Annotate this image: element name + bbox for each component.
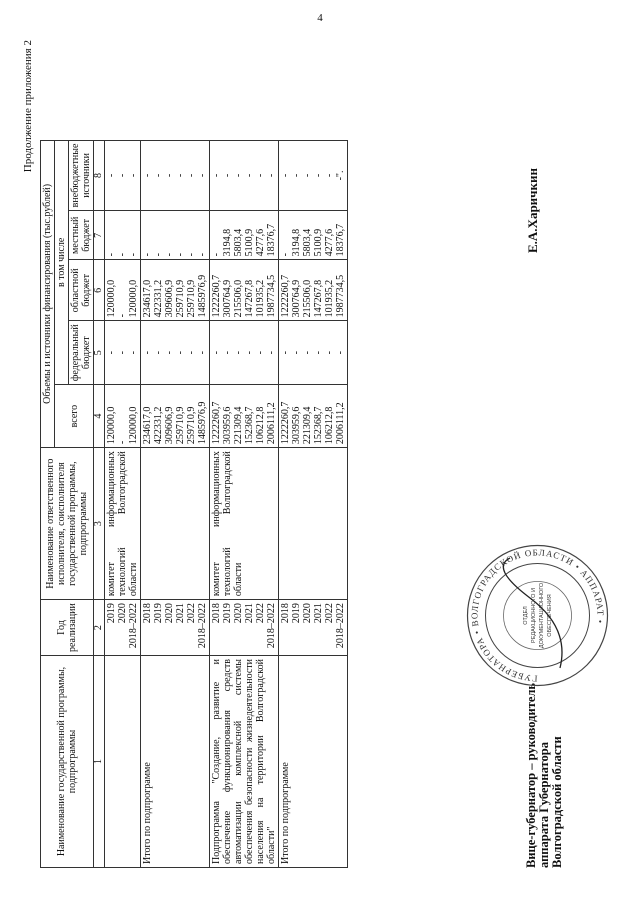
cell-value: 221309,4 [233, 406, 244, 445]
header-total: всего [55, 385, 94, 448]
executor-text: комитет информационных технологий Волгоградской области [211, 451, 244, 597]
table-row [105, 140, 141, 867]
cell-value: 2018–2022 [128, 603, 139, 649]
cell-value: 2018–2022 [335, 603, 346, 649]
cell-value: - [313, 351, 324, 355]
table-row [141, 140, 210, 867]
cell-value: 2018–2022 [197, 603, 208, 649]
cell-value: 422331,2 [153, 406, 164, 445]
cell-value: - [164, 173, 175, 178]
cell-value: - [142, 351, 153, 355]
continuation-label: Продолжение приложения 2 [22, 40, 34, 173]
program-name-cell [105, 656, 141, 868]
cell-value: - [324, 173, 335, 178]
col-number: 7 [94, 211, 105, 260]
col-number: 3 [94, 448, 105, 600]
executor-text: комитет информационных технологий Волгоградской области [106, 451, 139, 597]
cell-value: 2022 [186, 603, 197, 624]
cell-value: 2019 [222, 603, 233, 624]
cell-value: 5803,4 [233, 228, 244, 257]
cell-value: - [117, 351, 128, 355]
header-extrabudget: внебюджетные источники [69, 140, 94, 211]
cell-value: - [255, 351, 266, 355]
cell-value: 120000,0 [128, 279, 139, 318]
cell-value: 1222260,7 [280, 274, 291, 318]
cell-value: 120000,0 [106, 279, 117, 318]
cell-value: 1987734,5 [266, 274, 277, 318]
cell-value: 303959,6 [291, 406, 302, 445]
cell-value: 2020 [164, 603, 175, 624]
cell-value: 2019 [153, 603, 164, 624]
federal-cell [105, 321, 141, 385]
cell-value: - [244, 173, 255, 178]
total-cell [279, 385, 348, 448]
cell-value: 5803,4 [302, 228, 313, 257]
executor-cell [141, 448, 210, 600]
cell-value: 2019 [291, 603, 302, 624]
cell-value: - [335, 351, 346, 355]
signatory-title-line: Вице-губернатор – руководитель [524, 682, 538, 868]
cell-value: - [142, 173, 153, 178]
regional-cell [105, 260, 141, 321]
cell-value: - [244, 351, 255, 355]
cell-value: 1485976,9 [197, 274, 208, 318]
cell-value: 215506,0 [233, 279, 244, 318]
header-funding: Объемы и источники финансирования (тыс.рублей) [41, 140, 55, 448]
cell-value: - [255, 173, 266, 178]
table-row [210, 140, 279, 867]
local-cell [210, 211, 279, 260]
cell-value: 1222260,7 [211, 274, 222, 318]
col-number: 2 [94, 600, 105, 656]
executor-cell [105, 448, 141, 600]
cell-value: 2020 [233, 603, 244, 624]
cell-value: - [175, 252, 186, 257]
cell-value: - [280, 173, 291, 178]
header-federal: федеральный бюджет [69, 321, 94, 385]
total-cell [210, 385, 279, 448]
executor-cell [210, 448, 279, 600]
regional-cell [141, 260, 210, 321]
header-year: Год реализации [41, 600, 94, 656]
program-name-cell [210, 656, 279, 868]
cell-value: - [186, 252, 197, 257]
cell-value: - [128, 173, 139, 178]
cell-value: - [153, 351, 164, 355]
federal-cell [141, 321, 210, 385]
cell-value: - [280, 351, 291, 355]
funding-table [40, 140, 348, 868]
official-stamp-icon [465, 543, 610, 688]
cell-value: 422331,2 [153, 279, 164, 318]
cell-value: - [117, 440, 128, 445]
local-cell [105, 211, 141, 260]
cell-value: 2020 [117, 603, 128, 624]
cell-value: 234617,0 [142, 279, 153, 318]
cell-value: - [222, 351, 233, 355]
program-name-cell [279, 656, 348, 868]
cell-value: - [291, 173, 302, 178]
header-program-name: Наименование государственной программы, подпрограммы [41, 656, 94, 868]
program-name-text: Итого по подпрограмме [142, 762, 153, 864]
federal-cell [210, 321, 279, 385]
cell-value: - [313, 173, 324, 178]
cell-value: - [128, 351, 139, 355]
cell-value: 2006111,2 [266, 402, 277, 445]
cell-value: - [106, 351, 117, 355]
cell-value: - [106, 173, 117, 178]
cell-value: 2020 [302, 603, 313, 624]
cell-value: 18376,7 [335, 223, 346, 257]
cell-value: 106212,8 [255, 406, 266, 445]
col-number: 8 [94, 140, 105, 211]
cell-value: - [233, 173, 244, 178]
cell-value: 2006111,2 [335, 402, 346, 445]
signatory-title [525, 683, 564, 868]
svg-text:ОТДЕЛ: ОТДЕЛ [523, 606, 529, 625]
program-name-cell [141, 656, 210, 868]
cell-value: - [164, 351, 175, 355]
svg-text:РЕДАКЦИОННОГО И: РЕДАКЦИОННОГО И [531, 588, 537, 643]
cell-value: - [197, 252, 208, 257]
cell-value: - [211, 173, 222, 178]
cell-value: - [197, 173, 208, 178]
local-cell [279, 211, 348, 260]
cell-value: - [302, 173, 313, 178]
cell-value: - [117, 173, 128, 178]
cell-value: - [153, 173, 164, 178]
cell-value: - [266, 351, 277, 355]
extrabudget-cell [279, 140, 348, 211]
cell-value: 2019 [106, 603, 117, 624]
cell-value: - [222, 173, 233, 178]
col-number: 1 [94, 656, 105, 868]
cell-value: - [233, 351, 244, 355]
cell-value: 2021 [244, 603, 255, 624]
cell-value: - [175, 173, 186, 178]
cell-value: 303959,6 [222, 406, 233, 445]
cell-value: 221309,4 [302, 406, 313, 445]
header-executor: Наименование ответственного исполнителя, соисполнителя государственной программы, подпрограммы [41, 448, 94, 600]
year-cell [210, 600, 279, 656]
cell-value: - [266, 173, 277, 178]
year-cell [279, 600, 348, 656]
cell-value: 300764,9 [222, 279, 233, 318]
cell-value: - [128, 252, 139, 257]
cell-value: 259710,9 [175, 279, 186, 318]
cell-value: 152368,7 [313, 406, 324, 445]
cell-value: 259710,9 [175, 406, 186, 445]
cell-value: 2021 [313, 603, 324, 624]
total-cell [141, 385, 210, 448]
cell-value: - [106, 252, 117, 257]
local-cell [141, 211, 210, 260]
cell-value: 300764,9 [291, 279, 302, 318]
cell-value: - [164, 252, 175, 257]
federal-cell [279, 321, 348, 385]
cell-value: 259710,9 [186, 279, 197, 318]
signatory-name: Е.А.Харичкин [525, 168, 540, 253]
cell-value: 2022 [324, 603, 335, 624]
cell-value: 147267,8 [313, 279, 324, 318]
page-number: 4 [317, 12, 323, 24]
cell-value: 3194,8 [291, 228, 302, 257]
program-name-text: Итого по подпрограмме [280, 762, 291, 864]
total-cell [105, 385, 141, 448]
extrabudget-cell [105, 140, 141, 211]
cell-value: 2018 [211, 603, 222, 624]
cell-value: 4277,6 [324, 228, 335, 257]
cell-value: - [186, 351, 197, 355]
svg-text:ОБЕСПЕЧЕНИЯ: ОБЕСПЕЧЕНИЯ [547, 594, 553, 637]
cell-value: 2022 [255, 603, 266, 624]
cell-value: - [117, 252, 128, 257]
cell-value: - [153, 252, 164, 257]
cell-value: - [211, 351, 222, 355]
cell-value: 120000,0 [128, 406, 139, 445]
executor-cell [279, 448, 348, 600]
year-cell [141, 600, 210, 656]
cell-value: 2018 [280, 603, 291, 624]
cell-value: - [291, 351, 302, 355]
cell-value: 234617,0 [142, 406, 153, 445]
header-regional: областной бюджет [69, 260, 94, 321]
cell-value: 147267,8 [244, 279, 255, 318]
regional-cell [279, 260, 348, 321]
cell-value: 309606,9 [164, 279, 175, 318]
col-number: 5 [94, 321, 105, 385]
extrabudget-cell [210, 140, 279, 211]
cell-value: - [142, 252, 153, 257]
header-local: местный бюджет [69, 211, 94, 260]
cell-value: 18376,7 [266, 223, 277, 257]
cell-value: - [175, 351, 186, 355]
cell-value: 152368,7 [244, 406, 255, 445]
cell-value: - [280, 252, 291, 257]
extrabudget-cell [141, 140, 210, 211]
cell-value: 2021 [175, 603, 186, 624]
cell-value: 5100,9 [313, 228, 324, 257]
cell-value: - [211, 252, 222, 257]
header-including: в том числе [55, 140, 69, 385]
cell-value: 1222260,7 [280, 401, 291, 445]
col-number: 4 [94, 385, 105, 448]
signature-block [469, 18, 606, 868]
col-number: 6 [94, 260, 105, 321]
signatory-title-line: аппарата Губернатора [537, 742, 551, 868]
cell-value: 215506,0 [302, 279, 313, 318]
cell-value: - [186, 173, 197, 178]
cell-value: 3194,8 [222, 228, 233, 257]
cell-value: - [302, 351, 313, 355]
year-cell [105, 600, 141, 656]
cell-value: 2018 [142, 603, 153, 624]
program-name-text: Подпрограмма "Создание, развитие и обеспечение функционирования средств автоматизации комплексной системы обеспечения безопасности жизнедеятельности населения на территории Волгоградской области" [211, 659, 277, 864]
cell-value: 1987734,5 [335, 274, 346, 318]
cell-value: 120000,0 [106, 406, 117, 445]
cell-value: 106212,8 [324, 406, 335, 445]
cell-value: - [324, 351, 335, 355]
cell-value: 1485976,9 [197, 401, 208, 445]
table-row [279, 140, 348, 867]
cell-value: 1222260,7 [211, 401, 222, 445]
cell-value: 259710,9 [186, 406, 197, 445]
rotated-page [0, 18, 640, 878]
svg-text:ГУБЕРНАТОРА • ВОЛГОГРАДСКОЙ ОБ: ГУБЕРНАТОРА • ВОЛГОГРАДСКОЙ ОБЛАСТИ • АППАРАТ • [469, 547, 606, 684]
cell-value: 101935,2 [255, 279, 266, 318]
regional-cell [210, 260, 279, 321]
cell-value: -". [335, 170, 346, 181]
signatory-title-line: Волгоградской области [550, 736, 564, 868]
cell-value: 5100,9 [244, 228, 255, 257]
cell-value: 101935,2 [324, 279, 335, 318]
cell-value: 309606,9 [164, 406, 175, 445]
cell-value: 2018–2022 [266, 603, 277, 649]
cell-value: - [197, 351, 208, 355]
cell-value: - [117, 313, 128, 318]
svg-text:ДОКУМЕНТАЦИОННОГО: ДОКУМЕНТАЦИОННОГО [539, 582, 545, 649]
cell-value: 4277,6 [255, 228, 266, 257]
